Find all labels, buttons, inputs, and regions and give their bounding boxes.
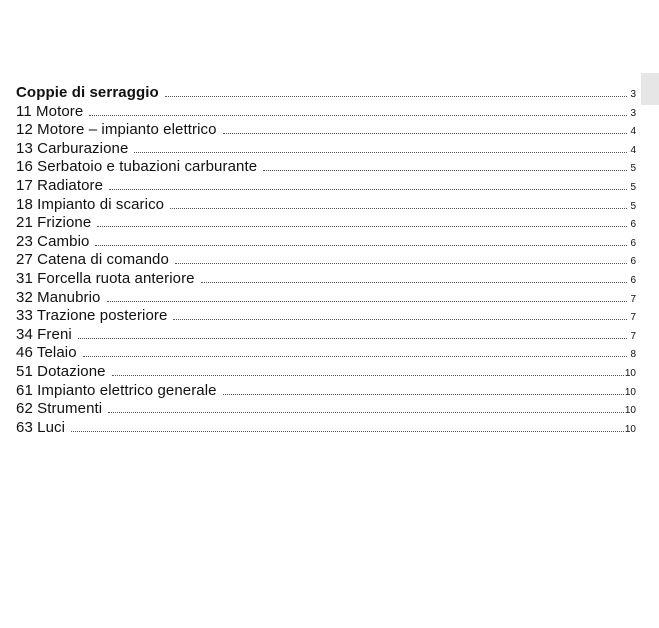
toc-entry-label: 11 Motore	[16, 102, 84, 120]
toc-entry-page-number: 3	[630, 89, 636, 100]
toc-entry	[16, 289, 636, 308]
toc-entry	[16, 177, 636, 196]
toc-dot-leader	[71, 431, 624, 432]
toc-dot-leader	[263, 170, 627, 171]
toc-entry-page-number: 5	[630, 200, 636, 212]
toc-entry-page-number: 5	[630, 181, 636, 193]
toc-heading-entry	[16, 84, 636, 103]
toc-entry	[16, 140, 636, 159]
table-of-contents	[16, 84, 636, 437]
toc-entry-label: 33 Trazione posteriore	[16, 307, 168, 325]
toc-entry-label: 34 Freni	[16, 325, 72, 343]
toc-dot-leader	[89, 115, 627, 116]
toc-dot-leader	[165, 96, 627, 97]
toc-entry-label: 13 Carburazione	[16, 139, 129, 157]
toc-entry	[16, 363, 636, 382]
toc-entry	[16, 214, 636, 233]
toc-entry-label: 12 Motore – impianto elettrico	[16, 121, 217, 139]
toc-entry-page-number: 6	[630, 274, 636, 286]
toc-entry-page-number: 10	[624, 405, 636, 417]
toc-entry	[16, 400, 636, 419]
toc-entry-label: 46 Telaio	[16, 344, 77, 362]
toc-entry-page-number: 3	[630, 107, 636, 119]
toc-entry	[16, 307, 636, 326]
toc-entry	[16, 344, 636, 363]
toc-entry-label: Coppie di serraggio	[16, 84, 159, 101]
toc-dot-leader	[78, 338, 627, 339]
toc-dot-leader	[223, 394, 624, 395]
toc-dot-leader	[107, 301, 628, 302]
toc-entry-page-number: 5	[630, 163, 636, 175]
toc-entry	[16, 382, 636, 401]
toc-entry-page-number: 7	[630, 330, 636, 342]
toc-entry-page-number: 6	[630, 237, 636, 249]
toc-entry	[16, 196, 636, 215]
toc-dot-leader	[95, 245, 627, 246]
toc-entry-label: 27 Catena di comando	[16, 251, 169, 269]
toc-entry	[16, 251, 636, 270]
toc-entry-label: 21 Frizione	[16, 214, 92, 232]
toc-entry	[16, 233, 636, 252]
toc-entry-label: 63 Luci	[16, 418, 66, 436]
toc-entry	[16, 270, 636, 289]
toc-entry-page-number: 8	[630, 349, 636, 361]
toc-dot-leader	[109, 189, 627, 190]
toc-entry-page-number: 7	[630, 312, 636, 324]
toc-dot-leader	[134, 152, 627, 153]
toc-dot-leader	[83, 356, 627, 357]
toc-entry-page-number: 4	[630, 144, 636, 156]
toc-entry-label: 23 Cambio	[16, 232, 90, 250]
toc-dot-leader	[173, 319, 627, 320]
toc-entry-page-number: 7	[630, 293, 636, 305]
toc-entry-label: 32 Manubrio	[16, 288, 101, 306]
toc-entry-page-number: 6	[630, 219, 636, 231]
toc-entry-label: 62 Strumenti	[16, 400, 103, 418]
toc-dot-leader	[108, 412, 624, 413]
toc-entry	[16, 121, 636, 140]
toc-dot-leader	[223, 133, 627, 134]
toc-entry-label: 61 Impianto elettrico generale	[16, 381, 217, 399]
toc-entry	[16, 326, 636, 345]
toc-dot-leader	[112, 375, 624, 376]
toc-entry-label: 16 Serbatoio e tubazioni carburante	[16, 158, 258, 176]
toc-entry-page-number: 10	[624, 367, 636, 379]
toc-entry-label: 18 Impianto di scarico	[16, 195, 165, 213]
toc-dot-leader	[175, 263, 627, 264]
toc-entry	[16, 419, 636, 438]
toc-dot-leader	[170, 208, 627, 209]
toc-entry-page-number: 10	[624, 423, 636, 435]
toc-dot-leader	[201, 282, 627, 283]
toc-entry	[16, 158, 636, 177]
toc-entry-page-number: 10	[624, 386, 636, 398]
toc-entry-label: 51 Dotazione	[16, 362, 106, 380]
toc-entry-label: 31 Forcella ruota anteriore	[16, 269, 195, 287]
page-tab-marker	[641, 73, 659, 105]
toc-entry-page-number: 4	[630, 126, 636, 138]
toc-entry	[16, 103, 636, 122]
toc-entry-label: 17 Radiatore	[16, 176, 104, 194]
toc-dot-leader	[97, 226, 627, 227]
toc-entry-page-number: 6	[630, 256, 636, 268]
